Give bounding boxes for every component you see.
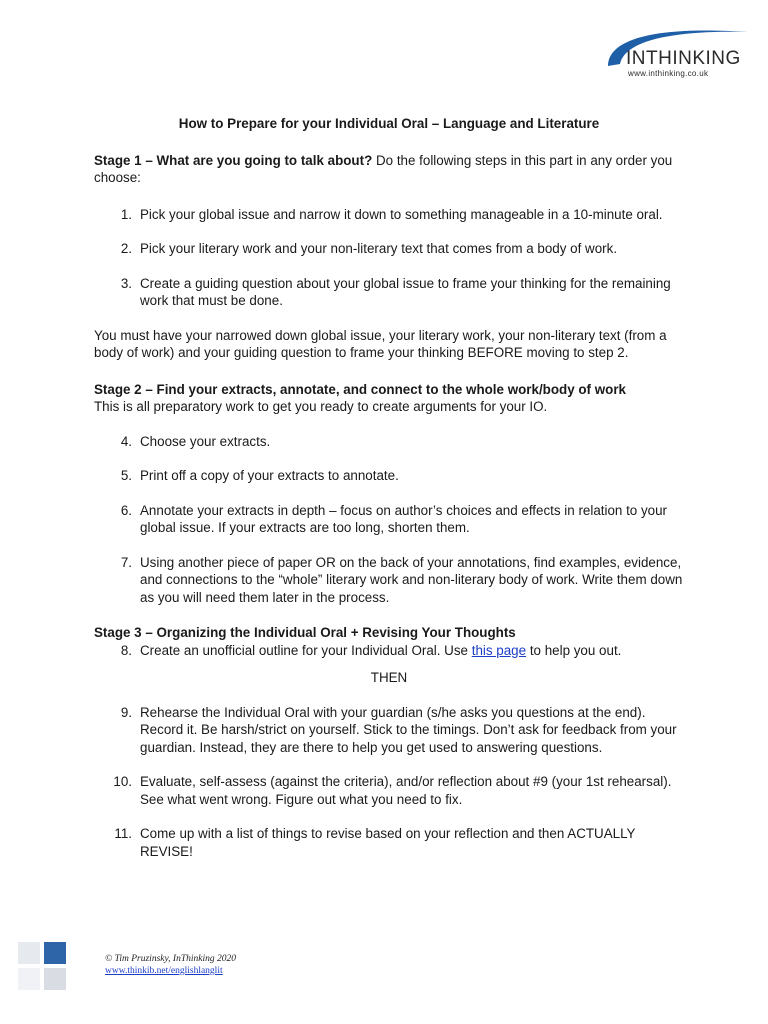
list-item — [94, 275, 684, 310]
logo-brand-text: INTHINKING — [626, 48, 741, 69]
list-number: 9. — [120, 704, 132, 720]
list-item — [94, 467, 684, 485]
list-text: Annotate your extracts in depth – focus on author’s choices and effects in relation to your global issue. If your extracts are too long, shorten them. — [140, 502, 668, 535]
list-number: 11. — [114, 826, 132, 841]
list-text: Pick your literary work and your non-literary text that comes from a body of work. — [140, 241, 618, 256]
list-number: 8. — [120, 642, 132, 658]
list-item — [94, 206, 684, 224]
stage1-heading: Stage 1 – What are you going to talk about? — [94, 152, 373, 168]
list-number: 6. — [120, 502, 132, 518]
footer-square-grey-icon — [44, 968, 66, 990]
logo-url-text: www.inthinking.co.uk — [628, 69, 709, 78]
list-item — [94, 642, 684, 660]
list-item — [94, 502, 684, 537]
list-text: Using another piece of paper OR on the back of your annotations, find examples, evidence, and connections to the “whole” literary work and non-literary body of work. Write them down as you will need them later in the process. — [140, 554, 683, 605]
list-text: Evaluate, self-assess (against the criteria), and/or reflection about #9 (your 1st rehearsal). See what went wrong. Figure out what you need to fix. — [140, 774, 672, 807]
then-separator: THEN — [370, 670, 408, 685]
stage1-intro — [94, 152, 684, 187]
this-page-link[interactable]: this page — [471, 642, 527, 658]
list-text: Pick your global issue and narrow it down to something manageable in a 10-minute oral. — [140, 206, 663, 222]
footer-link[interactable]: www.thinkib.net/englishlanglit — [105, 966, 223, 976]
list-number: 3. — [120, 275, 132, 291]
list-item — [94, 773, 684, 808]
list-text: Create a guiding question about your global issue to frame your thinking for the remaining work that must be done. — [140, 275, 671, 308]
stage3-list-a — [94, 642, 684, 660]
list-item — [94, 554, 684, 607]
list-text: Rehearse the Individual Oral with your guardian (s/he asks you questions at the end). Record it. Be harsh/strict on yourself. Stick to the timings. Don’t ask for feedback from your guardian. Instead, they are there to help you get used to answering questions. — [140, 704, 677, 755]
list-item — [94, 704, 684, 757]
stage2-heading: Stage 2 – Find your extracts, annotate, and connect to the whole work/body of work — [94, 381, 626, 397]
footer-square-blue-icon — [44, 942, 66, 964]
list-item — [94, 433, 684, 451]
stage2-list — [94, 433, 684, 607]
document-title: How to Prepare for your Individual Oral – Language and Literature — [178, 116, 600, 131]
list-number: 1. — [120, 206, 132, 222]
list-number: 2. — [120, 241, 132, 256]
list-text: Print off a copy of your extracts to annotate. — [140, 468, 399, 483]
stage1-intro-text: Do the following steps in this part in any order you choose: — [94, 152, 673, 185]
list-number: 10. — [113, 774, 132, 789]
footer-square-grey-icon — [18, 968, 40, 990]
list-text: Choose your extracts. — [140, 433, 271, 449]
list-number: 5. — [120, 468, 132, 483]
list-text: Come up with a list of things to revise based on your reflection and then ACTUALLY REVISE! — [140, 826, 636, 859]
footer-copyright: © Tim Pruzinsky, InThinking 2020 — [105, 954, 236, 964]
stage3-heading: Stage 3 – Organizing the Individual Oral + Revising Your Thoughts — [94, 625, 516, 640]
list-item — [94, 240, 684, 258]
stage1-note: You must have your narrowed down global issue, your literary work, your non-literary text (from a body of work) and your guiding question to frame your thinking BEFORE moving to step 2. — [94, 327, 667, 360]
stage3-list-b — [94, 704, 684, 861]
list-text: to help you out. — [526, 642, 622, 658]
list-number: 7. — [120, 554, 132, 570]
footer-square-grey-icon — [18, 942, 40, 964]
stage1-list — [94, 206, 684, 310]
document-body — [94, 115, 684, 877]
list-item — [94, 825, 684, 860]
list-text: Create an unofficial outline for your Individual Oral. Use — [140, 642, 472, 658]
stage2-intro: This is all preparatory work to get you ready to create arguments for your IO. — [94, 399, 548, 414]
inthinking-logo — [598, 24, 748, 84]
list-number: 4. — [120, 433, 132, 449]
